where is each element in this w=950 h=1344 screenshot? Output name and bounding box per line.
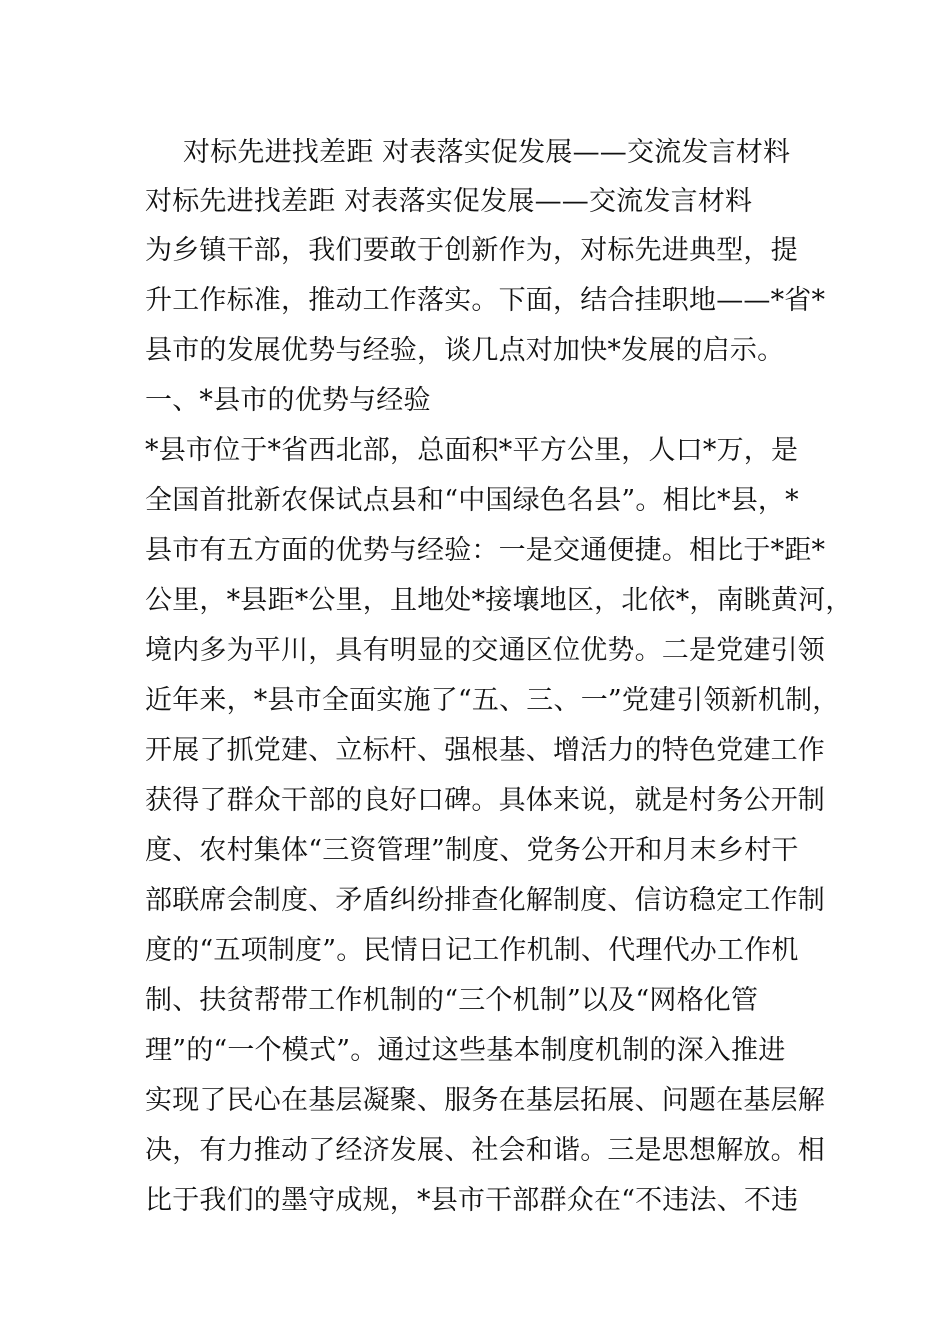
paragraph-line: 比于我们的墨守成规，*县市干部群众在“不违法、不违 (145, 1185, 799, 1216)
paragraph-line: 制、扶贫帮带工作机制的“三个机制”以及“网格化管 (145, 985, 759, 1016)
paragraph-line: 实现了民心在基层凝聚、服务在基层拓展、问题在基层解 (145, 1085, 825, 1116)
paragraph-line: 获得了群众干部的良好口碑。具体来说，就是村务公开制 (145, 785, 825, 816)
paragraph-line: 部联席会制度、矛盾纠纷排查化解制度、信访稳定工作制 (145, 885, 825, 916)
paragraph-line: 为乡镇干部，我们要敢于创新作为，对标先进典型，提 (145, 235, 798, 266)
paragraph-line: 县市有五方面的优势与经验：一是交通便捷。相比于*距* (145, 535, 826, 566)
paragraph-line: 度、农村集体“三资管理”制度、党务公开和月末乡村干 (145, 835, 799, 866)
paragraph-line: 县市的发展优势与经验，谈几点对加快*发展的启示。 (145, 335, 785, 366)
paragraph-line: 度的“五项制度”。民情日记工作机制、代理代办工作机 (145, 935, 799, 966)
paragraph-line: 全国首批新农保试点县和“中国绿色名县”。相比*县，* (145, 485, 799, 516)
paragraph-line: 公里，*县距*公里，且地处*接壤地区，北依*，南眺黄河， (145, 585, 853, 616)
paragraph-line: 境内多为平川，具有明显的交通区位优势。二是党建引领 (145, 635, 825, 666)
paragraph-line: *县市位于*省西北部，总面积*平方公里，人口*万，是 (145, 435, 799, 466)
paragraph-line: 开展了抓党建、立标杆、强根基、增活力的特色党建工作 (145, 735, 825, 766)
paragraph-line: 理”的“一个模式”。通过这些基本制度机制的深入推进 (145, 1035, 786, 1066)
section-heading: 一、*县市的优势与经验 (145, 385, 431, 416)
document-title: 对标先进找差距 对表落实促发展——交流发言材料 (183, 137, 791, 168)
document-title-repeat: 对标先进找差距 对表落实促发展——交流发言材料 (145, 186, 753, 217)
paragraph-line: 决，有力推动了经济发展、社会和谐。三是思想解放。相 (145, 1135, 825, 1166)
paragraph-line: 升工作标准，推动工作落实。下面，结合挂职地——*省* (145, 285, 826, 316)
paragraph-line: 近年来，*县市全面实施了“五、三、一”党建引领新机制， (145, 685, 840, 716)
